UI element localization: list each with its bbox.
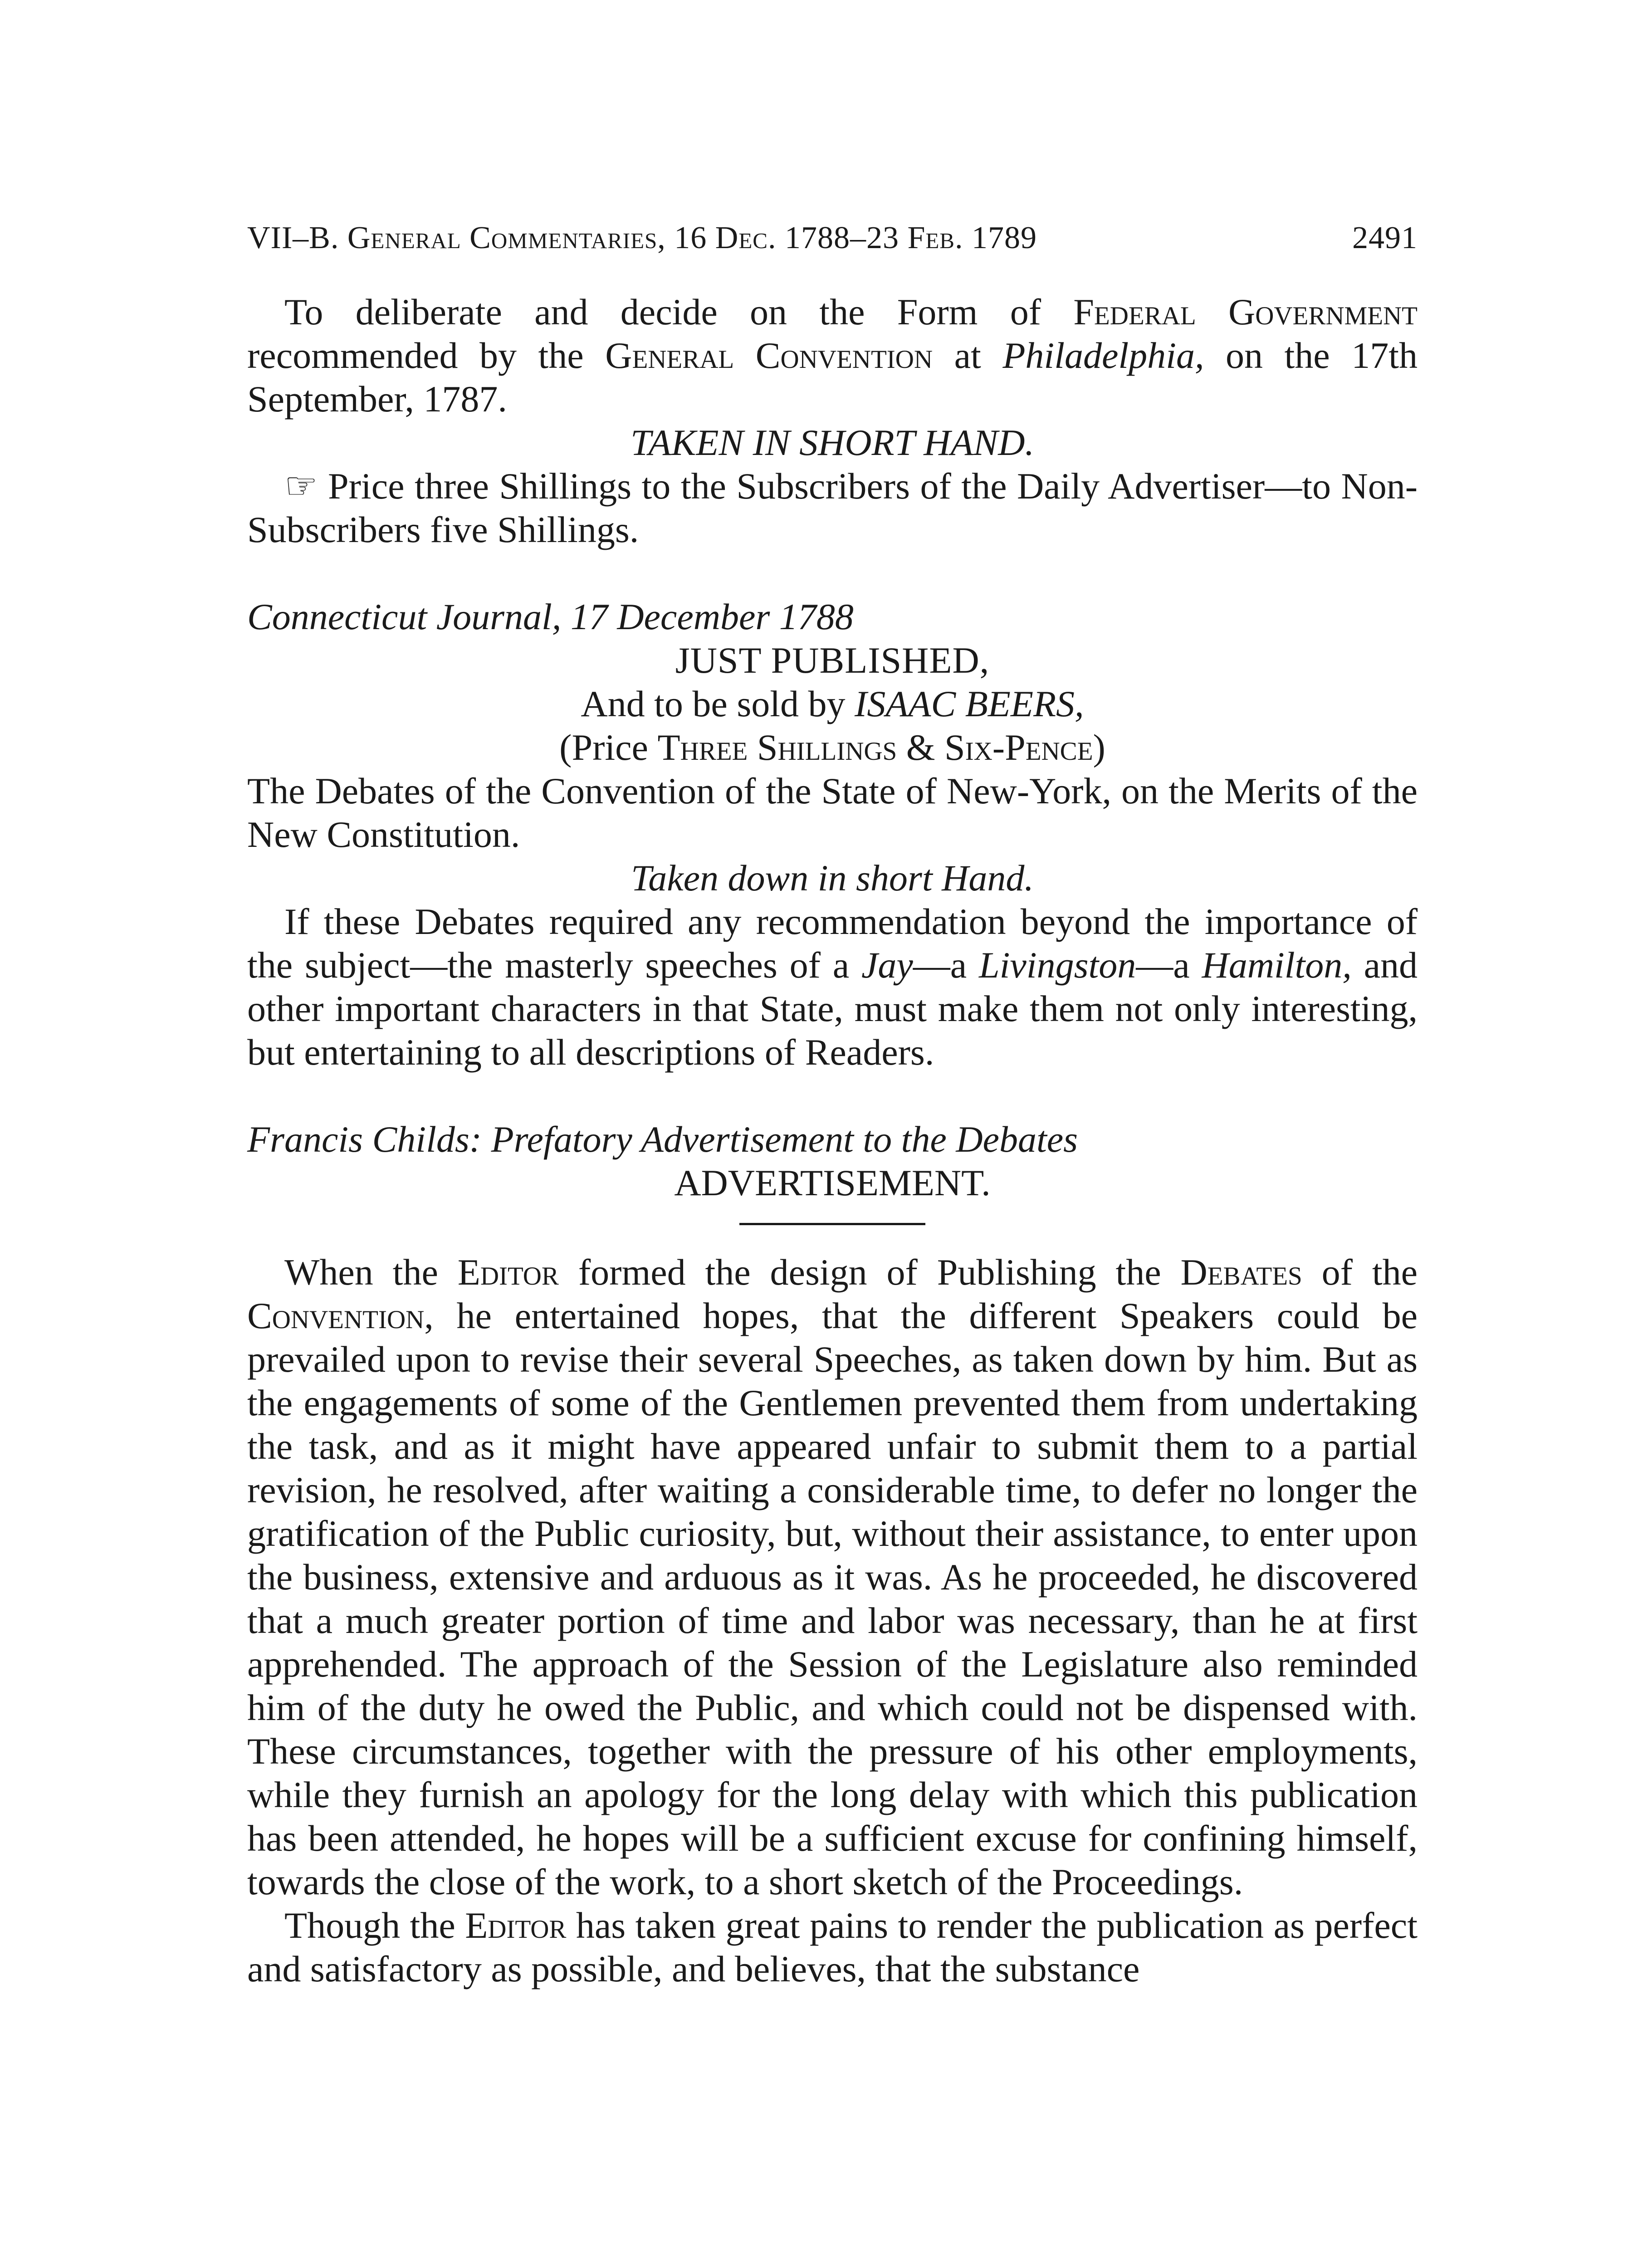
text-run: formed the design of Publishing the xyxy=(558,1251,1181,1293)
price-text: Price three Shillings to the Subscribers of the Daily Advertiser—to Non-Subscribers five Shillings. xyxy=(247,465,1418,550)
text-run: recommended by the xyxy=(247,335,606,376)
name-livingston: Livingston xyxy=(979,944,1136,986)
advertisement-paragraph-1 xyxy=(247,1251,1418,1904)
page xyxy=(247,218,1418,1991)
editor-text: Editor xyxy=(465,1905,567,1946)
text-run: If these Debates required any recommendation beyond the importance of the subject—the masterly speeches of a xyxy=(247,901,1418,986)
running-head-title xyxy=(247,218,1037,259)
text-run: When the xyxy=(284,1251,458,1293)
place-name: Philadelphia, xyxy=(1002,335,1204,376)
recommendation-paragraph xyxy=(247,900,1418,1074)
debates-paragraph: The Debates of the Convention of the State of New-York, on the Merits of the New Constitution. xyxy=(247,770,1418,855)
pointing-hand-icon: ☞ xyxy=(284,465,318,507)
just-published: JUST PUBLISHED, xyxy=(675,640,990,681)
text-run: —a xyxy=(1136,944,1202,986)
price-amount: Three Shillings & Six-Pence xyxy=(657,727,1093,768)
name-hamilton: Hamilton, xyxy=(1202,944,1352,986)
text-run: To deliberate and decide on the Form of xyxy=(284,291,1074,332)
text-run: ) xyxy=(1093,727,1105,768)
text-run: at xyxy=(933,335,1003,376)
price-paragraph xyxy=(247,464,1418,552)
section-heading-childs: Francis Childs: Prefatory Advertisement to the Debates xyxy=(247,1119,1078,1160)
sold-by-line xyxy=(247,682,1418,726)
text-run: has taken great pains to render the publication as perfect and satisfactory as possible, and believes, that the substance xyxy=(247,1905,1418,1989)
text-run: —a xyxy=(913,944,979,986)
text-run: Though the xyxy=(284,1905,465,1946)
running-head-prefix: VII–B. xyxy=(247,220,347,255)
taken-down-line xyxy=(247,856,1418,900)
federal-government-text: Federal Government xyxy=(1073,291,1418,332)
running-head xyxy=(247,218,1418,259)
editor-text: Editor xyxy=(457,1251,559,1293)
text-run: of the xyxy=(1302,1251,1418,1293)
text-run: and other important characters in that State, must make them not only interesting, but entertaining to all descriptions of Readers. xyxy=(247,944,1418,1073)
price-line xyxy=(247,726,1418,769)
divider-rule xyxy=(739,1223,925,1225)
convention-text: Convention xyxy=(247,1295,425,1336)
general-convention-text: General Convention xyxy=(605,335,933,376)
shorthand-line xyxy=(247,421,1418,464)
text-run: , he entertained hopes, that the different Speakers could be prevailed upon to revise their several Speeches, as taken down by him. But as the engagements of some of the Gentlemen prevented them from undertaking the task, and as it might have appeared unfair to submit them to a partial revision, he resolved, after waiting a considerable time, to defer no longer the gratification of the Public curiosity, but, without their assistance, to enter upon the business, extensive and arduous as it was. As he proceeded, he discovered that a much greater portion of time and labor was necessary, than he at first apprehended. The approach of the Session of the Legislature also reminded him of the duty he owed the Public, and which could not be dispensed with. These circumstances, together with the pressure of his other employments, while they furnish an apology for the long delay with which this publication has been attended, he hopes will be a sufficient excuse for confining himself, towards the close of the work, to a short sketch of the Proceedings. xyxy=(247,1295,1418,1902)
text-run: on the 17th September, 1787. xyxy=(247,335,1418,420)
shorthand-text: TAKEN IN SHORT HAND. xyxy=(631,422,1034,463)
advertisement-title: ADVERTISEMENT. xyxy=(674,1162,991,1203)
seller-name: ISAAC BEERS, xyxy=(855,683,1084,724)
debates-text: Debates xyxy=(1180,1251,1302,1293)
text-run: And to be sold by xyxy=(581,683,855,724)
running-head-section: General Commentaries, 16 Dec. 1788–23 Feb. 1789 xyxy=(347,220,1037,255)
section-heading-connecticut: Connecticut Journal, 17 December 1788 xyxy=(247,596,854,637)
advertisement-paragraph-2 xyxy=(247,1904,1418,1991)
name-jay: Jay xyxy=(861,944,913,986)
intro-paragraph xyxy=(247,290,1418,421)
taken-down-text: Taken down in short Hand. xyxy=(631,857,1034,899)
page-number: 2491 xyxy=(1352,220,1418,255)
text-run: (Price xyxy=(559,727,658,768)
